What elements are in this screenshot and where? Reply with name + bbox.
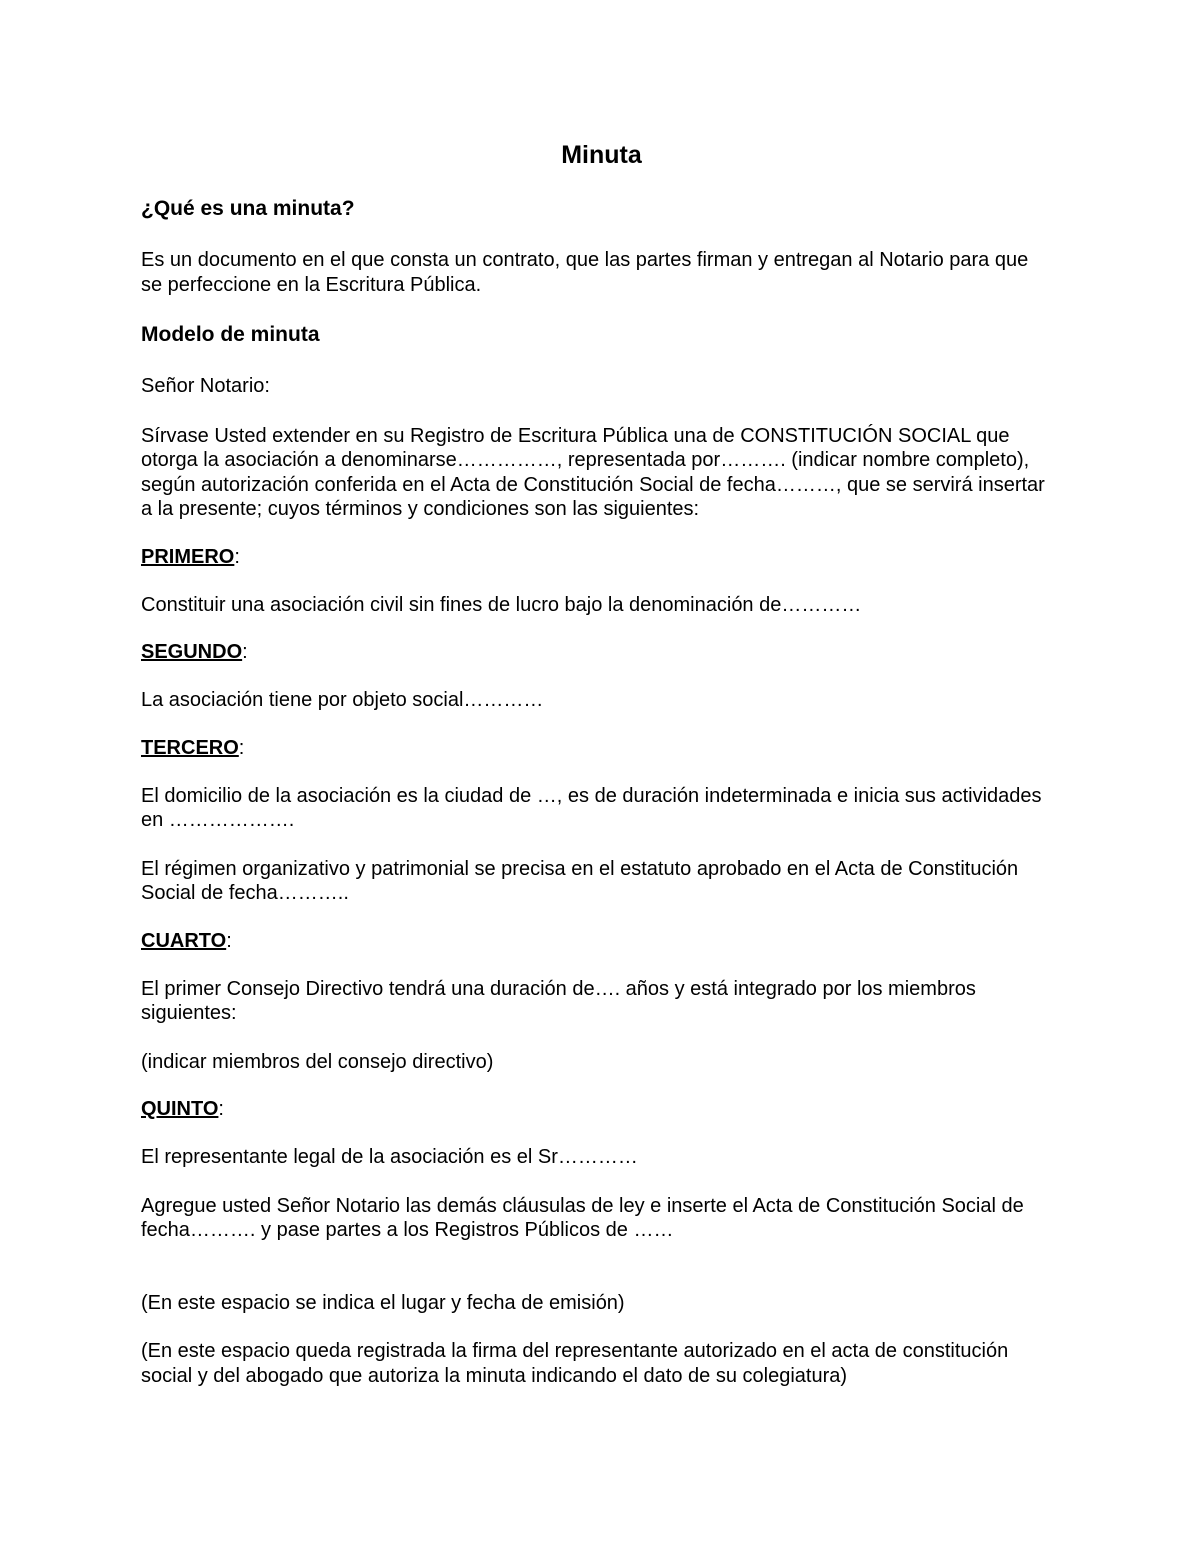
document-title: Minuta [561, 141, 642, 169]
clause-paragraph: Constituir una asociación civil sin fines de lucro bajo la denominación de………… [141, 593, 862, 616]
clause-paragraph: El representante legal de la asociación es el Sr………… [141, 1146, 638, 1168]
clause-colon: : [242, 641, 248, 663]
clause-paragraph: Agregue usted Señor Notario las demás cláusulas de ley e inserte el Acta de Constitución Social de fecha………. y pase partes a los Registros Públicos de …… [141, 1194, 1024, 1241]
clause-heading-segundo [141, 640, 1050, 664]
intro-paragraph: Sírvase Usted extender en su Registro de Escritura Pública una de CONSTITUCIÓN SOCIAL que otorga la asociación a denominarse……………, representada por………. (indicar nombre completo), según autorización conferida en el Acta de Constitución Social de fecha………, que se servirá insertar a la presente; cuyos términos y condiciones son las siguientes: [141, 424, 1045, 520]
clause-paragraph: El domicilio de la asociación es la ciudad de …, es de duración indeterminada e inicia sus actividades en ………………. [141, 784, 1042, 831]
clause-colon: : [234, 545, 240, 568]
clause-label: SEGUNDO [141, 641, 243, 663]
salutation: Señor Notario: [141, 375, 270, 397]
definition-paragraph: Es un documento en el que consta un contrato, que las partes firman y entregan al Notario para que se perfeccione en la Escritura Pública. [141, 249, 1029, 296]
clause-label: PRIMERO [141, 545, 235, 568]
question-heading: ¿Qué es una minuta? [141, 197, 355, 220]
clause-label: TERCERO [141, 736, 239, 759]
clause-heading-tercero [141, 736, 1050, 760]
clause-heading-primero [141, 545, 1050, 569]
clause-colon: : [226, 929, 232, 952]
model-heading: Modelo de minuta [141, 323, 320, 346]
clause-label: QUINTO [141, 1098, 219, 1120]
clause-colon: : [218, 1098, 224, 1120]
place-date-note: (En este espacio se indica el lugar y fecha de emisión) [141, 1291, 625, 1314]
clause-label: CUARTO [141, 929, 227, 952]
clause-paragraph: (indicar miembros del consejo directivo) [141, 1050, 494, 1073]
clause-heading-quinto [141, 1097, 1050, 1121]
clause-paragraph: El primer Consejo Directivo tendrá una duración de…. años y está integrado por los miembros siguientes: [141, 977, 976, 1024]
clause-paragraph: El régimen organizativo y patrimonial se precisa en el estatuto aprobado en el Acta de Constitución Social de fecha……….. [141, 857, 1019, 904]
signature-note: (En este espacio queda registrada la firma del representante autorizado en el acta de constitución social y del abogado que autoriza la minuta indicando el dato de su colegiatura) [141, 1340, 1009, 1387]
clause-paragraph: La asociación tiene por objeto social………… [141, 689, 544, 711]
clause-heading-cuarto [141, 929, 1050, 953]
clause-colon: : [238, 736, 245, 759]
